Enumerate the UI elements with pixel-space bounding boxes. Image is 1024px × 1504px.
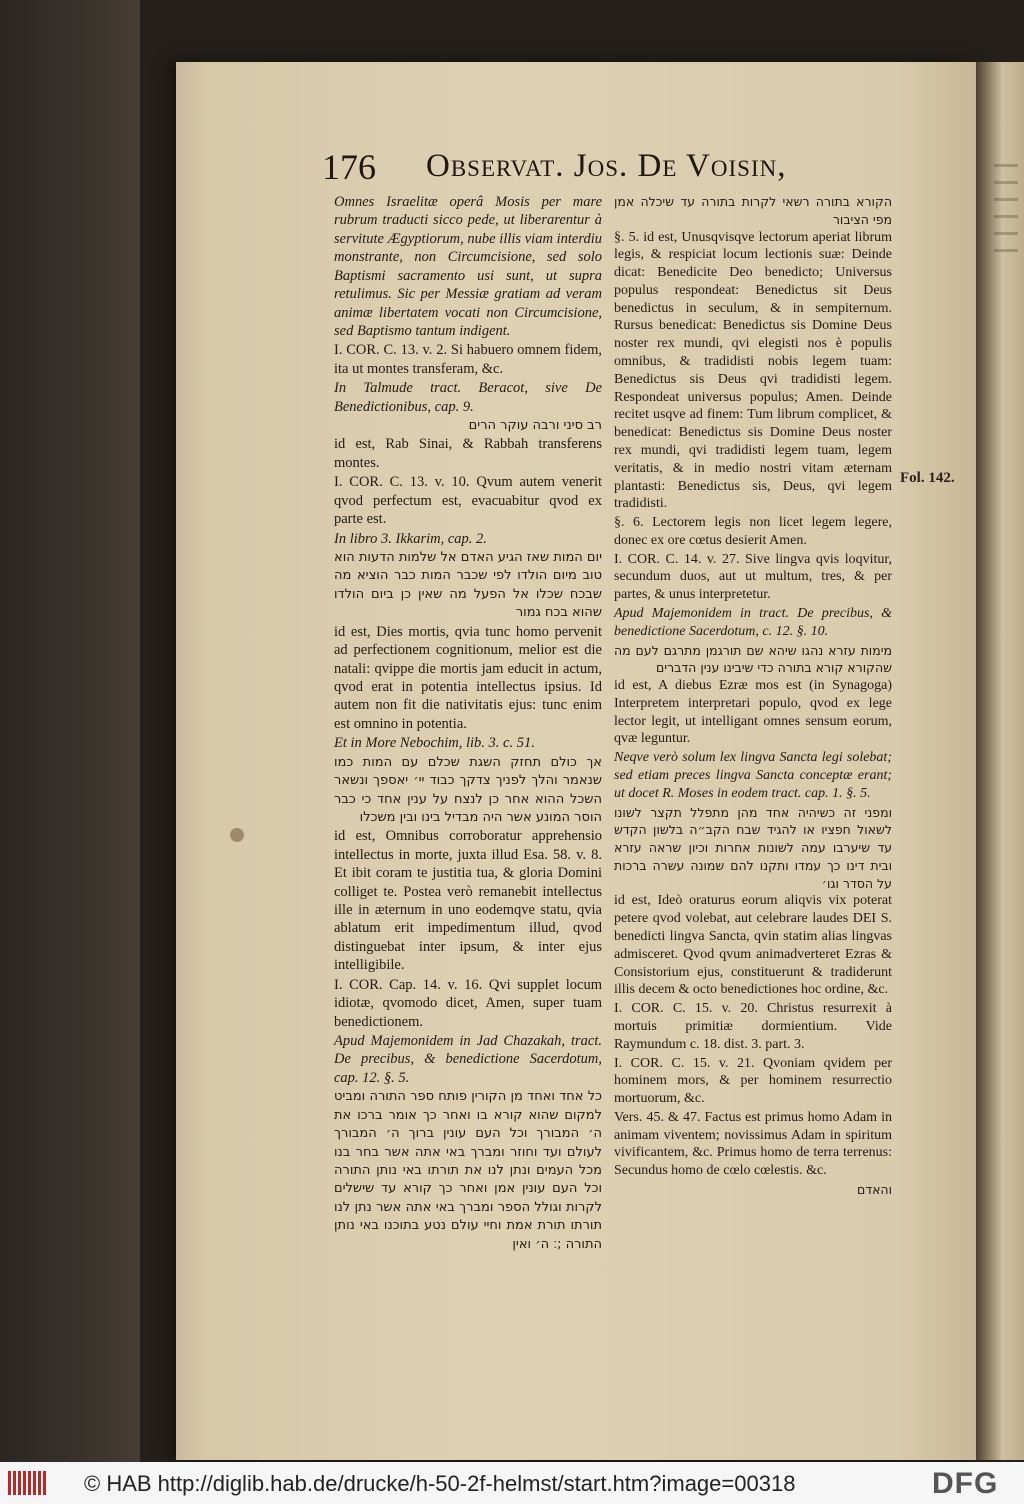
latin-paragraph: §. 6. Lectorem legis non licet legem legere, donec ex ore cœtus desierit Amen.: [614, 515, 892, 548]
latin-paragraph: Omnes Israelitæ operâ Mosis per mare rubrum traducti sicco pede, ut liberarentur à servitute Ægyptiorum, nube illis viam interdiu monstrante, non Circumcisione, sed solo Baptismi sacramento usi sunt, ut supra retulimus. Sic per Messiæ gratiam ad veram animæ libertatem vocati non Circumcisione, sed Baptismo tantum indigent.: [334, 194, 602, 339]
hebrew-passage: כל אחד ואחד מן הקורין פותח ספר התורה ומביט למקום שהוא קורא בו ואחר כך אומר ברכו את ה׳ המבורך וכל העם עונין ברוך ה׳ המבורך לעולם ועד וחוזר ומברך באי אתה אשר בחר בנו מכל העמים ונתן לנו את תורתו באי נותן התורה וכל העם עונין אמן ואחר כך קורא עד שישלים לקרות וגולל הספר ומברך באי אתה אשר נתן לנו תורתו תורת אמת וחיי עולם נטע בתוכנו באי נותן התורה ;׃ ה׳ ואין: [334, 1089, 602, 1252]
page-header: [322, 146, 922, 190]
latin-paragraph: id est, Dies mortis, qvia tunc homo pervenit ad perfectionem cognitionum, melior est die natali: qvippe die mortis jam educit in actum, qvod erat in potentia intellectus ipsius. Id autem non fit die nativitatis ejus: tunc enim est omnino in potentia.: [334, 623, 602, 732]
latin-paragraph: I. COR. Cap. 14. v. 16. Qvi supplet locum idiotæ, qvomodo dicet, Amen, super tuam benedictionem.: [334, 976, 602, 1030]
hebrew-passage: יום המות שאז הגיע האדם אל שלמות הדעות הוא טוב מיום הולדו לפי שכבר המות כבר הוציא מה שבכח שכלו אל הפעל מה שאין כן ביום הולדו שהוא בכח גמור: [334, 550, 602, 621]
latin-paragraph: I. COR. C. 13. v. 2. Si habuero omnem fidem, ita ut montes transferam, &c.: [334, 342, 602, 377]
latin-paragraph: I. COR. C. 15. v. 20. Christus resurrexit à mortuis primitiæ dormientium. Vide Raymundum c. 18. dist. 3. part. 3.: [614, 1001, 892, 1052]
latin-paragraph: Vers. 45. & 47. Factus est primus homo Adam in animam viventem; novissimus Adam in spiritum vivificantem, &c. Primus homo de terra terrenus: Secundus homo de cœlo cœlestis. &c.: [614, 1109, 892, 1179]
latin-paragraph: I. COR. C. 14. v. 27. Sive lingva qvis loqvitur, secundum duos, aut ut multum, tres, & per partes, & unus interpretetur.: [614, 551, 892, 603]
latin-paragraph: Apud Majemonidem in tract. De precibus, & benedictione Sacerdotum, c. 12. §. 10.: [614, 605, 892, 639]
latin-paragraph: Neqve verò solum lex lingva Sancta legi solebat; sed etiam preces lingva Sancta conceptæ erant; ut docet R. Moses in eodem tract. cap. 1. §. 5.: [614, 750, 892, 801]
latin-paragraph: Et in More Nebochim, lib. 3. c. 51.: [334, 735, 535, 752]
copyright-url-link[interactable]: © HAB http://diglib.hab.de/drucke/h-50-2f-helmst/start.htm?image=00318: [84, 1471, 796, 1496]
latin-paragraph: In libro 3. Ikkarim, cap. 2.: [334, 530, 487, 547]
hebrew-passage: מימות עזרא נהגו שיהא שם תורגמן מתרגם לעם מה שהקורא קורא בתורה כדי שיבינו ענין הדברים: [614, 642, 892, 676]
hebrew-passage: רב סיני ורבה עוקר הרים: [468, 418, 602, 434]
right-text-column: [614, 193, 892, 1199]
hebrew-passage: והאדם: [856, 1181, 892, 1197]
latin-paragraph: id est, A diebus Ezræ mos est (in Synagoga) Interpretem interpretari populo, qvod ex lege lector legit, ut intelligant omnes sensum eorum, qvæ leguntur.: [614, 678, 892, 747]
binding-shadow: [0, 0, 140, 1462]
paper-stain: [230, 828, 244, 842]
page-number: 176: [322, 147, 376, 187]
margin-folio-note: Fol. 142.: [900, 470, 955, 486]
latin-paragraph: I. COR. C. 15. v. 21. Qvoniam qvidem per hominem mors, & per hominem resurrectio mortuorum, &c.: [614, 1055, 892, 1107]
latin-paragraph: Apud Majemonidem in Jad Chazakah, tract. De precibus, & benedictione Sacerdotum, cap. 12. §. 5.: [334, 1032, 602, 1086]
viewer-footer: [0, 1462, 1024, 1504]
latin-paragraph: id est, Omnibus corroboratur apprehensio intellectus in morte, juxta illud Esa. 58. v. 8. Et ibit coram te justitia tua, & gloria Domini colliget te. Postea verò remanebit intellectus ille in æternum in uno eodemqve statu, qvia ablatum erit impedimentum illud, qvod distinguebat inter ipsum, & inter ejus intelligibile.: [334, 828, 602, 974]
hab-barcode-logo: [8, 1471, 46, 1495]
hebrew-passage: אך כולם תחזק השגת שכלם עם המות כמו שנאמר והלך לפניך צדקך כבוד יי׳ יאספך ונשאר השכל ההוא אחר כן לנצח על ענין אחד כי כבר הוסר המונע אשר היה מבדיל בינו ובין משכלו: [334, 754, 602, 825]
left-text-column: [334, 193, 602, 1254]
latin-paragraph: id est, Ideò oraturus eorum aliqvis vix poterat petere qvod volebat, aut celebrare laudes DEI S. benedicti lingva Sancta, qvin statim alias lingvas admisceret. Qvod qvum animadverteret Ezras & Consistorium ejus, constituerunt & tradiderunt illis decem & octo benedictiones hoc ordine, &c.: [614, 893, 892, 998]
dfg-logo: DFG: [932, 1467, 999, 1500]
running-title: Observat. Jos. De Voisin,: [426, 148, 787, 184]
hebrew-passage: ומפני זה כשיהיה אחד מהן מתפלל תקצר לשונו לשאול חפציו או להגיד שבח הקב״ה בלשון הקדש עד שיערבו עמה לשונות אחרות וכיון שראה עזרא ובית דינו כך עמדו ותקנו להם שמונה עשרה ברכות על הסדר וגו׳: [614, 804, 892, 891]
latin-paragraph: In Talmude tract. Beracot, sive De Benedictionibus, cap. 9.: [334, 380, 602, 415]
latin-paragraph: §. 5. id est, Unusqvisqve lectorum aperiat librum legis, & respiciat locum lectionis suæ: Deinde dicat: Benedicite Deo benedicto; Universus populus respondeat: Benedictus sit Deus benedictus in seculum, & in sempiternum. Rursus benedicat: Benedictus sis Domine Deus noster rex mundi, qvi elegisti nos è populis omnibus, & tradidisti nobis legem tuam: Benedictus sis Deus qvi tradidisti legem. Respondeat universus populus; Amen. Deinde recitet usqve ad finem: Tum librum complicet, & benedicat: Benedictus sis Domine Deus noster rex mundi, qvi tradidisti legem tuam, legem veritatis, & in medio nostri vitam æternam plantasti: Benedictus sis, Deus, qvi legem tradidisti.: [614, 229, 892, 512]
latin-paragraph: id est, Rab Sinai, & Rabbah transferens montes.: [334, 436, 602, 471]
latin-paragraph: I. COR. C. 13. v. 10. Qvum autem venerit qvod perfectum est, evacuabitur qvod ex parte est.: [334, 474, 602, 528]
hebrew-passage: הקורא בתורה רשאי לקרות בתורה עד שיכלה אמן מפי הציבור: [614, 194, 892, 227]
facing-page-edge: [992, 150, 1020, 1450]
